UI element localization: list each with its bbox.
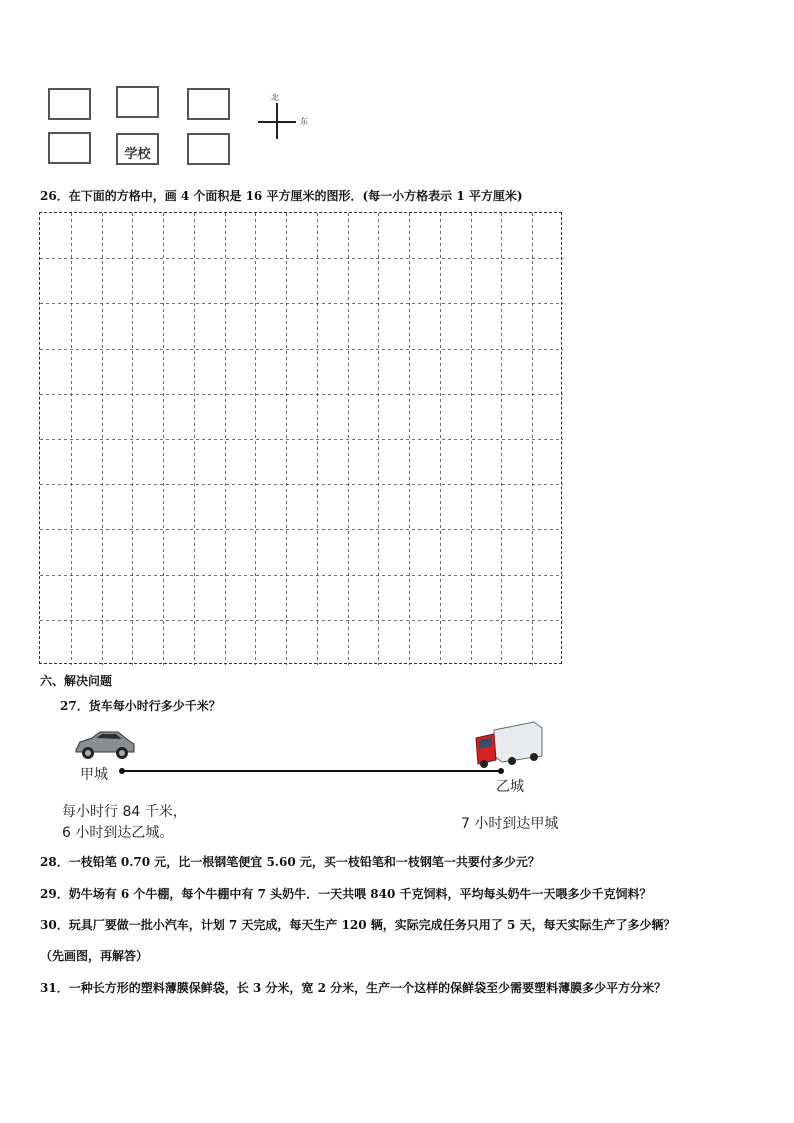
square-grid[interactable] bbox=[39, 212, 562, 664]
question-29: 29．奶牛场有 6 个牛棚，每个牛棚中有 7 头奶牛．一天共喂 840 千克饲料，平均每头奶牛一天喂多少千克饲料？ bbox=[40, 887, 652, 901]
school-box bbox=[116, 133, 159, 165]
map-box bbox=[187, 88, 230, 120]
map-box bbox=[187, 133, 230, 165]
car-icon bbox=[72, 726, 138, 762]
road-line bbox=[122, 770, 502, 772]
city-a-label: 甲城 bbox=[80, 767, 108, 783]
car-info-line2: 6 小时到达乙城。 bbox=[62, 825, 174, 841]
grid-lines bbox=[40, 213, 563, 665]
school-label: 学校 bbox=[124, 147, 151, 162]
question-28: 28．一枝铅笔 0.70 元，比一根钢笔便宜 5.60 元，买一枝铅笔和一枝钢笔一共要付多少元？ bbox=[40, 855, 540, 869]
map-box bbox=[116, 86, 159, 118]
city-b-label: 乙城 bbox=[496, 779, 524, 795]
compass-north-label: 北 bbox=[271, 93, 279, 102]
city-b-point bbox=[498, 768, 504, 774]
city-a-point bbox=[119, 768, 125, 774]
section-heading: 六、解决问题 bbox=[40, 674, 113, 688]
compass-east-label: 东 bbox=[300, 117, 308, 126]
truck-icon bbox=[472, 720, 544, 770]
question-31: 31．一种长方形的塑料薄膜保鲜袋，长 3 分米，宽 2 分米，生产一个这样的保鲜袋至少需要塑料薄膜多少平方分米？ bbox=[40, 981, 667, 995]
map-box bbox=[48, 88, 91, 120]
map-box bbox=[48, 132, 91, 164]
question-26: 26．在下面的方格中，画 4 个面积是 16 平方厘米的图形．(每一小方格表示 1 平方厘米) bbox=[40, 189, 523, 203]
question-27: 27．货车每小时行多少千米？ bbox=[60, 699, 221, 713]
car-info-line1: 每小时行 84 千米， bbox=[62, 804, 187, 820]
truck-info: 7 小时到达甲城 bbox=[461, 816, 559, 832]
question-30-note: （先画图，再解答） bbox=[40, 949, 149, 963]
question-30: 30．玩具厂要做一批小汽车，计划 7 天完成，每天生产 120 辆，实际完成任务只用了 5 天，每天实际生产了多少辆？ bbox=[40, 918, 676, 932]
